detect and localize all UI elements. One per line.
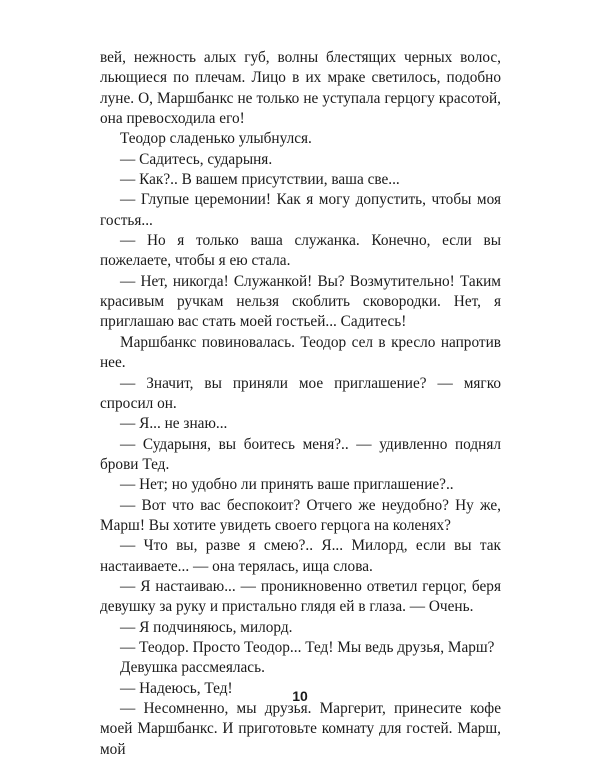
dialogue-line: — Вот что вас беспокоит? Отчего же неудобно? Ну же, Марш! Вы хотите увидеть своего герцога на коленях? — [100, 496, 501, 534]
dialogue-line: — Сударыня, вы боитесь меня?.. — удивленно поднял брови Тед. — [100, 435, 501, 473]
dialogue-line: — Садитесь, сударыня. — [120, 150, 273, 168]
dialogue-line: — Я подчиняюсь, милорд. — [120, 618, 293, 636]
dialogue-line: — Что вы, разве я смею?.. Я... Милорд, если вы так настаиваете... — она терялась, ища слова. — [100, 537, 501, 575]
paragraph: Девушка рассмеялась. — [120, 659, 265, 677]
dialogue-line: — Значит, вы приняли мое приглашение? — мягко спросил он. — [100, 374, 501, 412]
paragraph: Маршбанкс повиновалась. Теодор сел в кресло напротив нее. — [100, 333, 501, 372]
paragraph-continuation: вей, нежность алых губ, волны блестящих черных волос, льющиеся по плечам. Лицо в их мраке светилось, подобно луне. О, Маршбанкс не только не уступала герцогу красотой, она превосходила его! — [100, 49, 501, 128]
paragraph: Теодор сладенько улыбнулся. — [120, 130, 312, 148]
dialogue-line: — Нет; но удобно ли принять ваше приглашение?.. — [120, 476, 454, 494]
dialogue-line: — Но я только ваша служанка. Конечно, если вы пожелаете, чтобы я ею стала. — [100, 232, 501, 270]
dialogue-line: — Надеюсь, Тед! — [120, 679, 233, 697]
page-number: 10 — [292, 688, 308, 704]
dialogue-line: — Как?.. В вашем присутствии, ваша све... — [120, 171, 400, 189]
dialogue-line: — Нет, никогда! Служанкой! Вы? Возмутительно! Таким красивым ручкам нельзя скоблить сковородки. Нет, я приглашаю вас стать моей гостьей... Садитесь! — [100, 272, 501, 331]
page-text — [100, 48, 501, 760]
dialogue-line: — Я настаиваю... — проникновенно ответил герцог, беря девушку за руку и пристально глядя ей в глаза. — Очень. — [100, 577, 501, 616]
dialogue-line: — Я... не знаю... — [120, 415, 228, 433]
dialogue-line: — Глупые церемонии! Как я могу допустить, чтобы моя гостья... — [100, 191, 501, 229]
dialogue-line: — Несомненно, мы друзья. Маргерит, принесите кофе моей Маршбанкс. И приготовьте комнату для гостей. Марш, мой — [100, 700, 501, 758]
dialogue-line: — Теодор. Просто Теодор... Тед! Мы ведь друзья, Марш? — [120, 638, 495, 656]
